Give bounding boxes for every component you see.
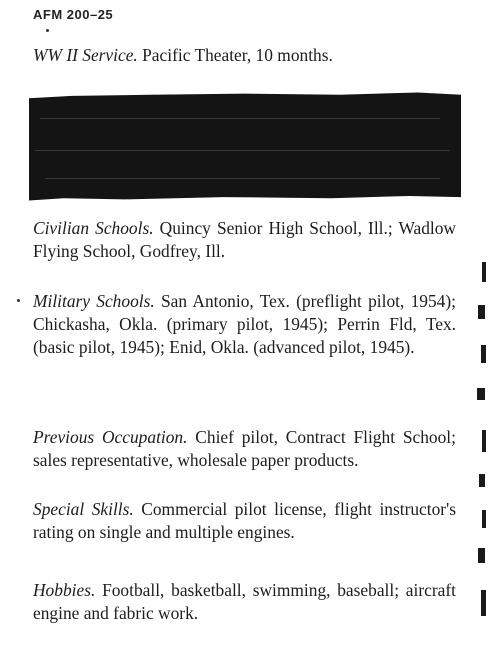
scan-edge-mark [479,474,485,487]
entry-text: Football, basketball, swimming, baseball; aircraft engine and fabric work. [33,580,456,623]
redaction-block [29,89,461,204]
redaction-texture [45,178,440,179]
entry-civilian-schools [33,217,456,263]
entry-heading: Special Skills. [33,499,134,519]
entry-text: Chief pilot, Contract Flight School; sales representative, wholesale paper products. [33,427,456,470]
ink-speck [46,29,49,32]
entry-heading: Hobbies. [33,580,96,600]
redaction-texture [35,150,450,151]
entry-ww2-service [33,44,456,67]
entry-heading: WW II Service. [33,45,138,65]
scan-edge-mark [478,548,485,563]
entry-text: Pacific Theater, 10 months. [142,45,333,65]
entry-text: San Antonio, Tex. (preflight pilot, 1954); Chickasha, Okla. (primary pilot, 1945); Perrin Fld, Tex. (basic pilot, 1945); Enid, Okla. (advanced pilot, 1945). [33,291,456,357]
entry-heading: Previous Occupation. [33,427,188,447]
scan-edge-mark [482,430,486,452]
entry-special-skills [33,498,456,544]
entry-text: Commercial pilot license, flight instructor's rating on single and multiple engines. [33,499,456,542]
scan-edge-mark [482,510,486,528]
scan-edge-mark [478,305,485,319]
entry-military-schools [33,290,456,359]
entry-hobbies [33,579,456,625]
entry-heading: Civilian Schools. [33,218,154,238]
ink-speck [17,299,20,302]
scan-edge-mark [481,345,486,363]
scan-edge-mark [481,590,486,616]
entry-text: Quincy Senior High School, Ill.; Wadlow Flying School, Godfrey, Ill. [33,218,456,261]
redaction-texture [40,118,440,119]
scan-edge-mark [477,388,485,400]
scan-edge-mark [482,262,486,282]
document-code: AFM 200–25 [33,7,114,22]
entry-previous-occupation [33,426,456,472]
entry-heading: Military Schools. [33,291,155,311]
